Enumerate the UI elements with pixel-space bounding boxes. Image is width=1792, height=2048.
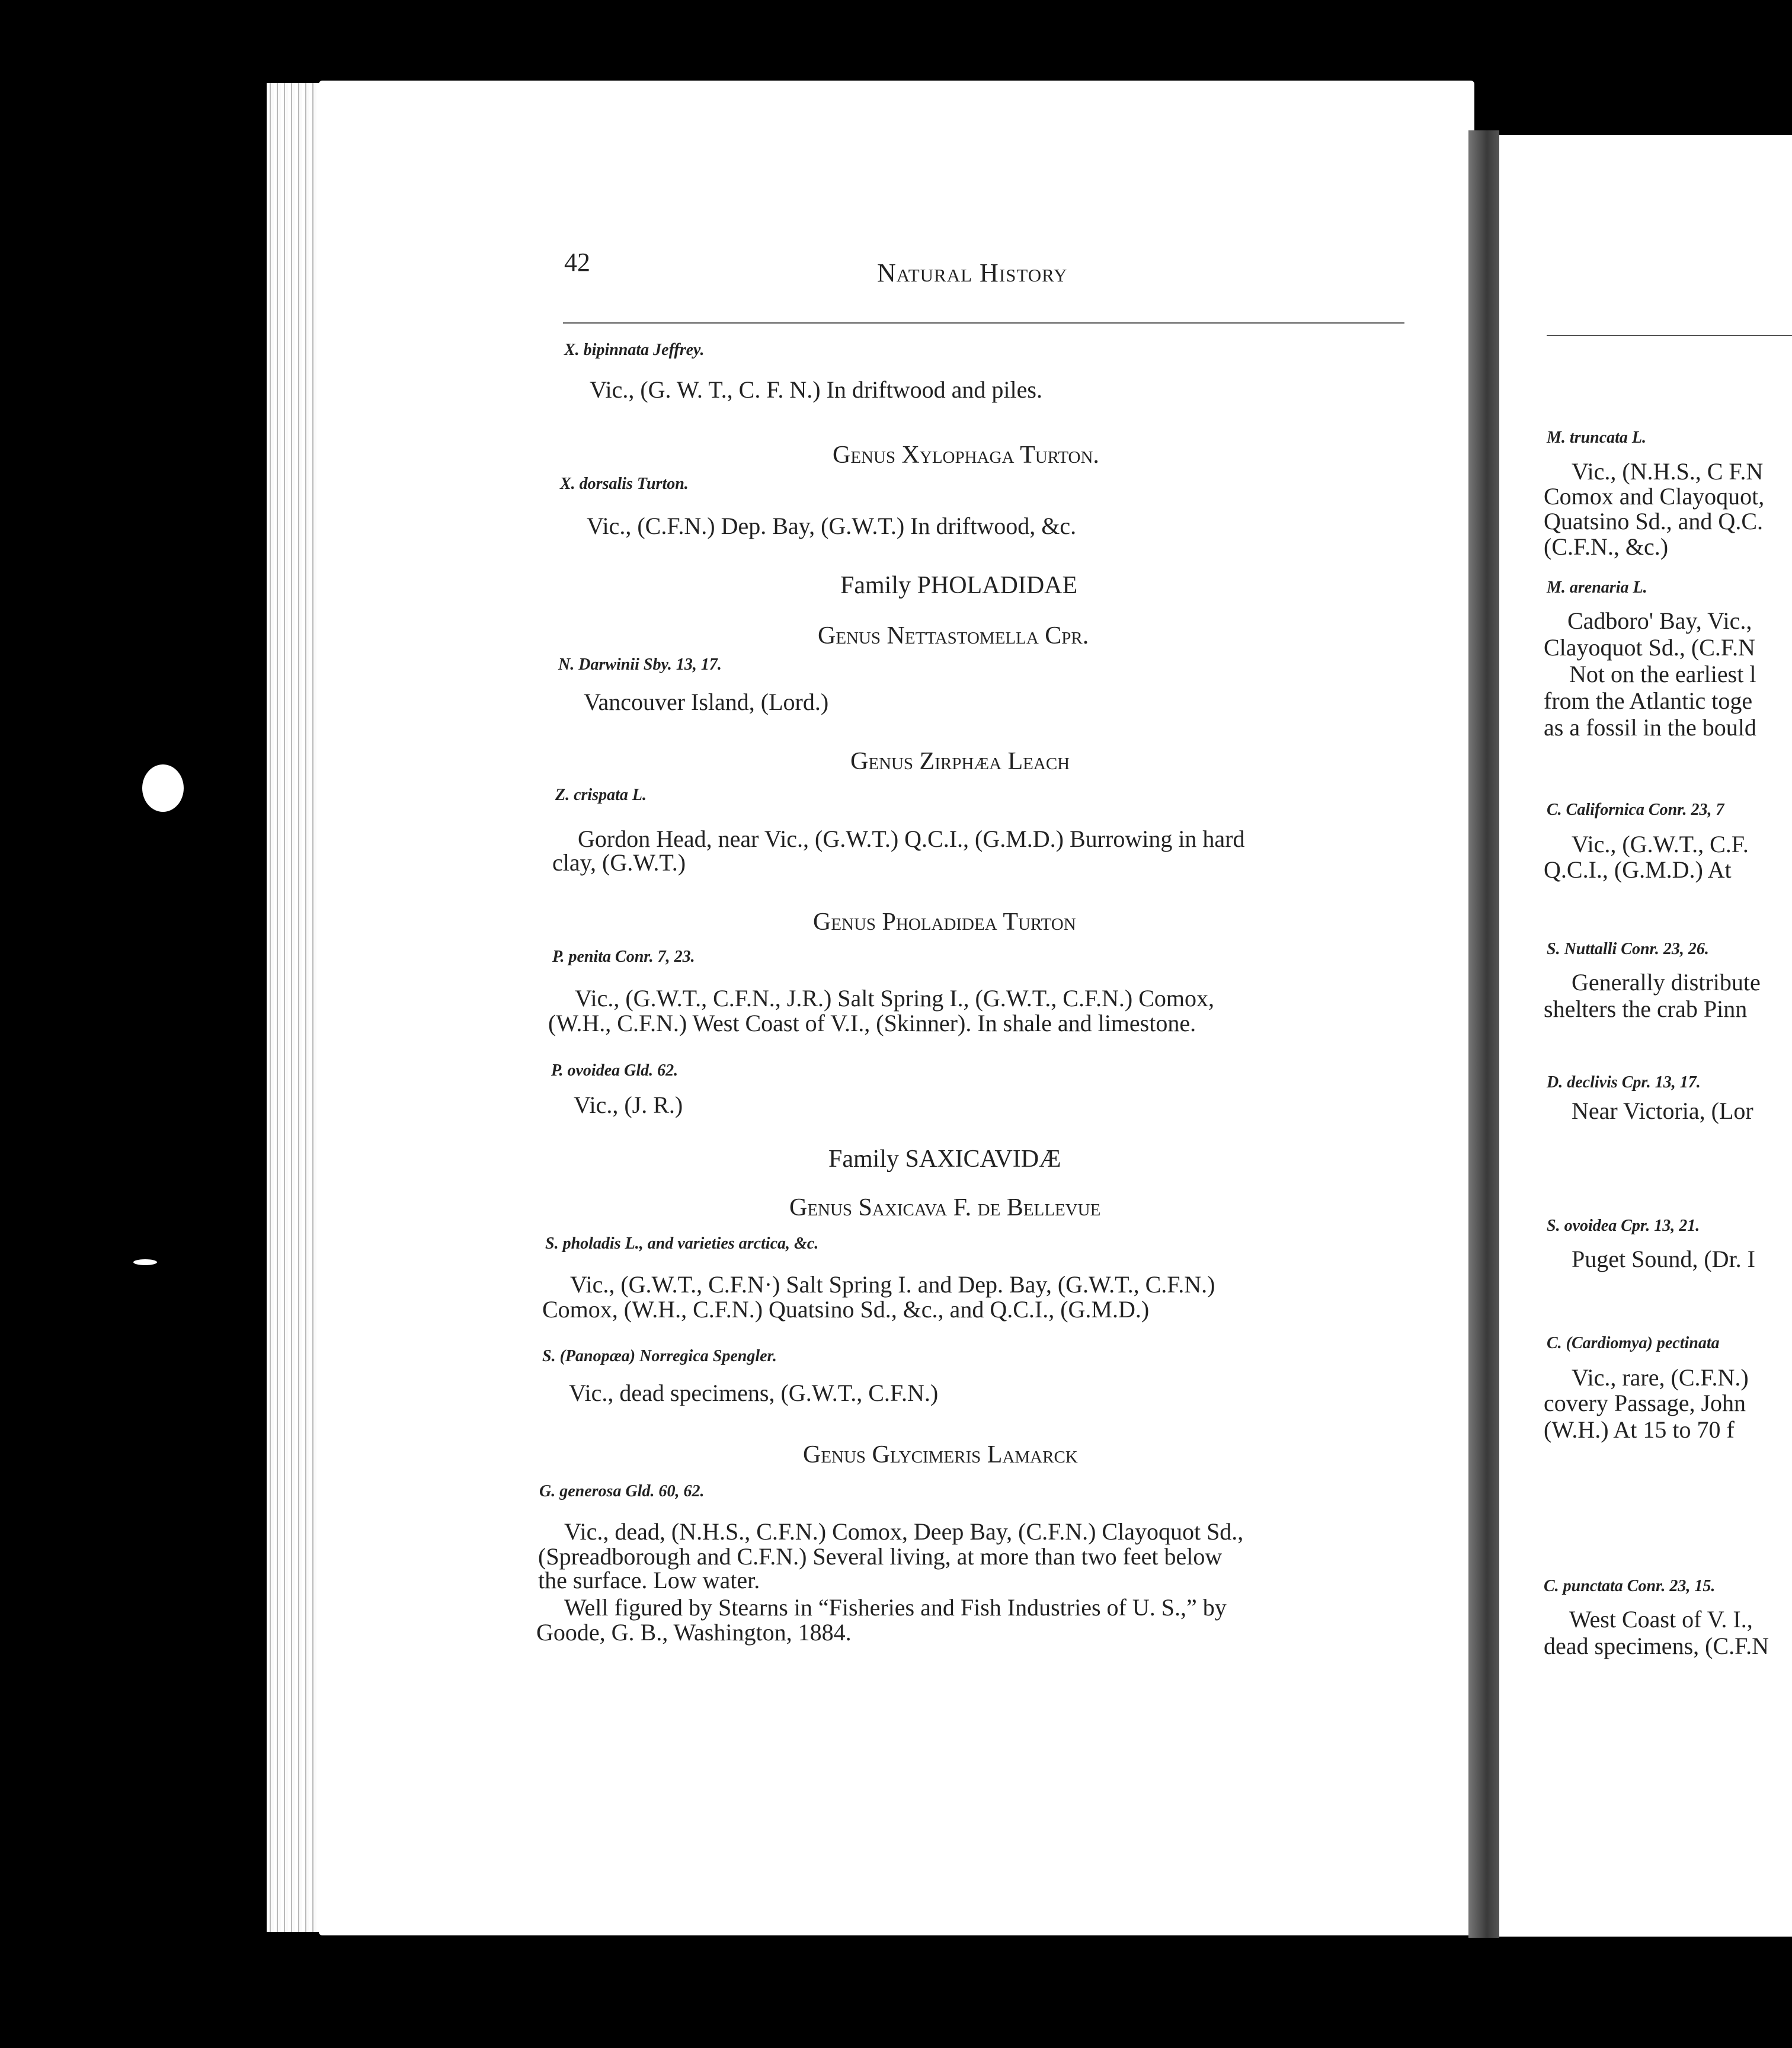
- entry-text: dead specimens, (C.F.N: [1544, 1633, 1769, 1659]
- species-name: C. punctata Conr. 23, 15.: [1544, 1577, 1716, 1595]
- species-name: X. bipinnata Jeffrey.: [564, 341, 705, 359]
- entry-text: Generally distribute: [1572, 969, 1761, 996]
- running-title: Natural History: [877, 258, 1068, 287]
- species-name: N. Darwinii Sby. 13, 17.: [558, 655, 722, 674]
- entry-text: (W.H., C.F.N.) West Coast of V.I., (Skinner). In shale and limestone.: [548, 1010, 1196, 1036]
- entry-text: (W.H.) At 15 to 70 f: [1544, 1416, 1735, 1443]
- family-heading: Family SAXICAVIDÆ: [828, 1145, 1061, 1173]
- entry-text: Vic., rare, (C.F.N.): [1572, 1364, 1749, 1391]
- species-name: C. (Cardiomya) pectinata: [1547, 1334, 1720, 1352]
- entry-text: clay, (G.W.T.): [552, 849, 686, 876]
- species-name: M. truncata L.: [1547, 428, 1647, 447]
- entry-text: Vic., (G.W.T., C.F.N., J.R.) Salt Spring I., (G.W.T., C.F.N.) Comox,: [575, 985, 1214, 1012]
- dust-speck: [142, 764, 184, 812]
- family-heading: Family PHOLADIDAE: [840, 572, 1078, 599]
- genus-heading: Genus Zirphæa Leach: [850, 748, 1070, 775]
- entry-text: Well figured by Stearns in “Fisheries and Fish Industries of U. S.,” by: [564, 1594, 1227, 1621]
- genus-heading: Genus Xylophaga Turton.: [833, 441, 1099, 469]
- species-name: S. pholadis L., and varieties arctica, &c.: [545, 1234, 819, 1253]
- entry-text: Q.C.I., (G.M.D.) At: [1544, 856, 1732, 883]
- book-gutter: [1468, 130, 1499, 1938]
- species-name: S. Nuttalli Conr. 23, 26.: [1547, 940, 1709, 958]
- entry-text: Vancouver Island, (Lord.): [584, 689, 829, 715]
- entry-text: Vic., dead specimens, (G.W.T., C.F.N.): [569, 1380, 939, 1406]
- header-rule: [563, 322, 1404, 324]
- genus-heading: Genus Glycimeris Lamarck: [803, 1441, 1078, 1468]
- species-name: P. penita Conr. 7, 23.: [552, 948, 695, 966]
- species-name: S. ovoidea Cpr. 13, 21.: [1547, 1217, 1700, 1235]
- entry-text: from the Atlantic toge: [1544, 687, 1753, 714]
- species-name: G. generosa Gld. 60, 62.: [539, 1482, 705, 1500]
- entry-text: Clayoquot Sd., (C.F.N: [1544, 634, 1755, 661]
- entry-text: Vic., (N.H.S., C F.N: [1572, 458, 1764, 485]
- entry-text: shelters the crab Pinn: [1544, 996, 1748, 1022]
- entry-text: (Spreadborough and C.F.N.) Several living, at more than two feet below: [538, 1543, 1223, 1570]
- species-name: X. dorsalis Turton.: [560, 475, 689, 493]
- entry-text: Goode, G. B., Washington, 1884.: [536, 1619, 852, 1646]
- genus-heading: Genus Pholadidea Turton: [813, 908, 1076, 936]
- header-rule: [1547, 335, 1792, 336]
- entry-text: Not on the earliest l: [1569, 661, 1756, 687]
- entry-text: Comox, (W.H., C.F.N.) Quatsino Sd., &c., and Q.C.I., (G.M.D.): [542, 1296, 1150, 1323]
- entry-text: covery Passage, John: [1544, 1390, 1746, 1416]
- species-name: Z. crispata L.: [555, 786, 647, 804]
- species-name: D. declivis Cpr. 13, 17.: [1547, 1073, 1701, 1092]
- species-name: P. ovoidea Gld. 62.: [551, 1061, 679, 1080]
- entry-text: Comox and Clayoquot,: [1544, 483, 1765, 510]
- entry-text: Vic., (J. R.): [574, 1092, 683, 1118]
- entry-text: as a fossil in the bould: [1544, 714, 1756, 741]
- entry-text: Cadboro' Bay, Vic.,: [1567, 607, 1752, 634]
- entry-text: (C.F.N., &c.): [1544, 533, 1669, 560]
- right-page: [1499, 135, 1792, 1937]
- page-number: 42: [564, 248, 590, 277]
- dust-speck: [133, 1259, 157, 1265]
- entry-text: Vic., (G. W. T., C. F. N.) In driftwood and piles.: [590, 376, 1042, 403]
- entry-text: Gordon Head, near Vic., (G.W.T.) Q.C.I., (G.M.D.) Burrowing in hard: [578, 825, 1245, 852]
- entry-text: Vic., (G.W.T., C.F.: [1572, 831, 1749, 857]
- species-name: S. (Panopæa) Norregica Spengler.: [542, 1347, 777, 1365]
- entry-text: Vic., (C.F.N.) Dep. Bay, (G.W.T.) In driftwood, &c.: [587, 513, 1077, 539]
- species-name: C. Californica Conr. 23, 7: [1547, 801, 1724, 819]
- entry-text: Vic., dead, (N.H.S., C.F.N.) Comox, Deep Bay, (C.F.N.) Clayoquot Sd.,: [564, 1518, 1244, 1545]
- entry-text: Puget Sound, (Dr. I: [1572, 1246, 1755, 1272]
- entry-text: the surface. Low water.: [538, 1567, 760, 1593]
- entry-text: Vic., (G.W.T., C.F.N·) Salt Spring I. and Dep. Bay, (G.W.T., C.F.N.): [570, 1271, 1215, 1298]
- genus-heading: Genus Saxicava F. de Bellevue: [789, 1194, 1101, 1221]
- entry-text: West Coast of V. I.,: [1569, 1606, 1753, 1633]
- genus-heading: Genus Nettastomella Cpr.: [818, 622, 1089, 649]
- species-name: M. arenaria L.: [1547, 578, 1647, 597]
- entry-text: Near Victoria, (Lor: [1572, 1097, 1753, 1124]
- entry-text: Quatsino Sd., and Q.C.: [1544, 508, 1763, 535]
